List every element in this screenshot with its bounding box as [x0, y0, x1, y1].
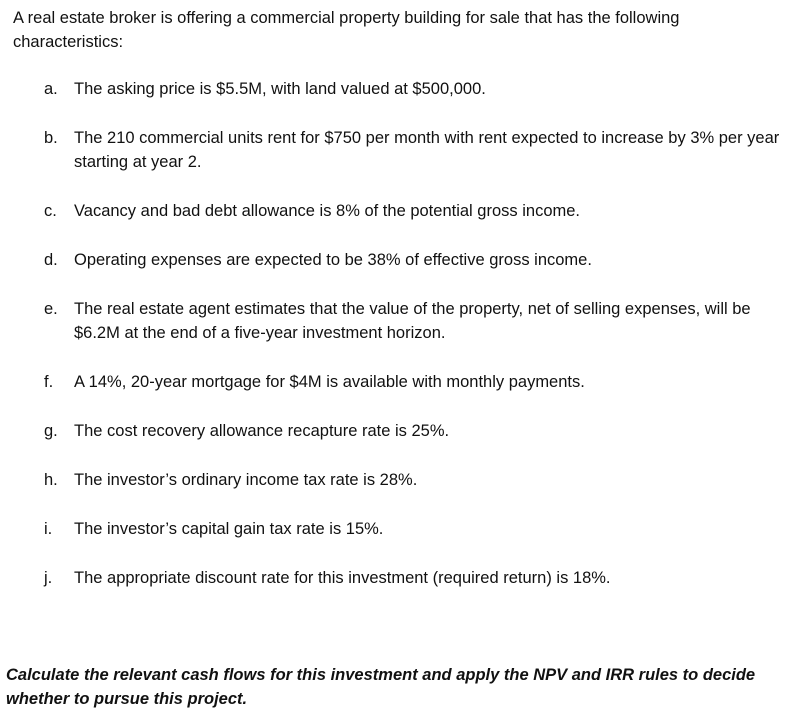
list-item-b [0, 126, 798, 199]
list-marker: d. [44, 251, 58, 269]
list-item-i [0, 517, 798, 566]
list-marker: e. [44, 300, 58, 318]
list-marker: i. [44, 520, 53, 538]
task-instruction: Calculate the relevant cash flows for this investment and apply the NPV and IRR rules to decide whether to pursue this project. [6, 666, 756, 708]
list-item-text: The real estate agent estimates that the value of the property, net of selling expenses, will be $6.2M at the end of a five-year investment horizon. [74, 300, 751, 342]
list-item-d [0, 248, 798, 297]
list-marker: g. [44, 422, 58, 440]
list-item-g [0, 419, 798, 468]
list-item-text: The appropriate discount rate for this investment (required return) is 18%. [74, 569, 611, 587]
list-item-text: Operating expenses are expected to be 38% of effective gross income. [74, 251, 592, 269]
list-item-text: The investor’s capital gain tax rate is 15%. [74, 520, 384, 538]
list-marker: b. [44, 129, 58, 147]
list-marker: a. [44, 80, 58, 98]
list-item-e [0, 297, 798, 370]
list-item-text: The asking price is $5.5M, with land valued at $500,000. [74, 80, 486, 98]
list-item-h [0, 468, 798, 517]
list-marker: c. [44, 202, 57, 220]
list-item-f [0, 370, 798, 419]
list-item-text: A 14%, 20-year mortgage for $4M is available with monthly payments. [74, 373, 585, 391]
characteristics-list [0, 77, 798, 615]
list-marker: j. [44, 569, 53, 587]
list-item-text: The cost recovery allowance recapture rate is 25%. [74, 422, 450, 440]
list-item-text: The investor’s ordinary income tax rate is 28%. [74, 471, 418, 489]
list-item-j [0, 566, 798, 615]
intro-paragraph: A real estate broker is offering a commercial property building for sale that has the following characteristics: [13, 9, 680, 51]
list-item-text: The 210 commercial units rent for $750 per month with rent expected to increase by 3% per year starting at year 2. [74, 129, 780, 171]
list-item-a [0, 77, 798, 126]
list-marker: f. [44, 373, 54, 391]
list-item-text: Vacancy and bad debt allowance is 8% of the potential gross income. [74, 202, 581, 220]
list-item-c [0, 199, 798, 248]
list-marker: h. [44, 471, 58, 489]
